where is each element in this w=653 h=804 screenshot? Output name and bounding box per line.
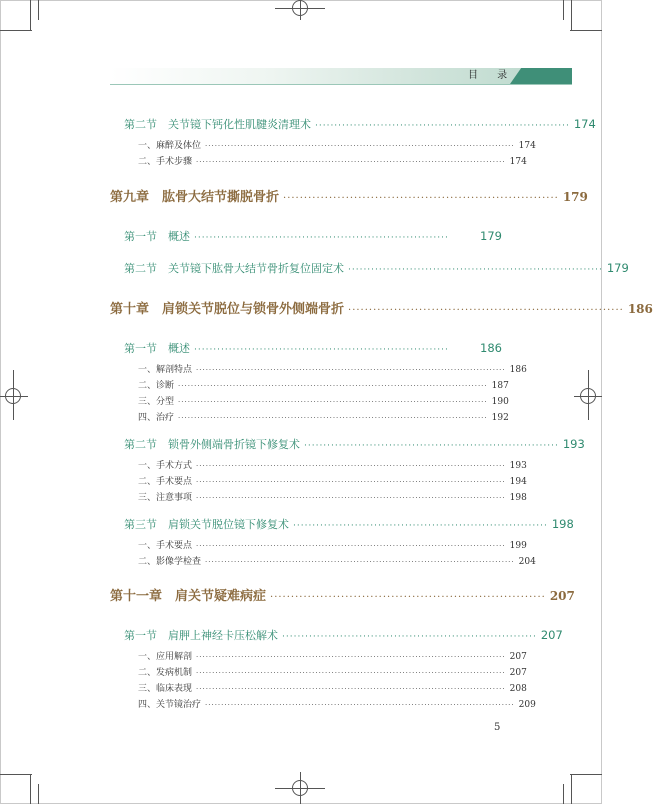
toc-page: 207: [549, 589, 575, 603]
toc-leader: ································································································: [196, 685, 506, 693]
toc-page: 204: [518, 557, 536, 567]
toc-leader: ··································································: [194, 233, 449, 243]
toc-subsection[interactable]: [0, 138, 602, 151]
toc-page: 207: [509, 652, 527, 662]
toc-page: 198: [509, 493, 527, 503]
toc-leader: ··································································: [293, 521, 548, 531]
toc-leader: ································································································: [196, 669, 506, 677]
toc-label: 一、应用解剖: [138, 652, 193, 662]
toc-label: 第二节 锁骨外侧端骨折镜下修复术: [124, 438, 300, 451]
toc-leader: ································································································: [196, 462, 506, 470]
toc-label: 二、诊断: [138, 381, 175, 391]
toc-label: 第九章 肱骨大结节撕脱骨折: [110, 190, 280, 205]
toc-label: 第二节 关节镜下钙化性肌腱炎清理术: [124, 118, 311, 131]
toc-leader: ································································································: [196, 158, 506, 166]
toc-label: 二、影像学检查: [138, 557, 202, 567]
toc-label: 二、手术要点: [138, 477, 193, 487]
toc-leader: ································································································: [178, 414, 488, 422]
toc-label: 二、发病机制: [138, 668, 193, 678]
toc-leader: ································································································: [178, 382, 488, 390]
toc-page: 209: [518, 700, 536, 710]
toc-leader: ··································································: [282, 632, 537, 642]
toc-page: 192: [491, 413, 509, 423]
toc-leader: ································································································: [178, 398, 488, 406]
toc-page: 186: [509, 365, 527, 375]
running-header-title: 目 录: [468, 70, 516, 81]
toc-leader: ··································································: [270, 592, 546, 603]
toc-chapter[interactable]: [0, 186, 602, 205]
toc-subsection[interactable]: [0, 554, 602, 567]
toc-section[interactable]: [0, 627, 602, 643]
toc-label: 第三节 肩锁关节脱位镜下修复术: [124, 518, 289, 531]
toc-section[interactable]: [0, 516, 602, 532]
toc-label: 第一节 概述: [124, 342, 190, 355]
toc-page: 190: [491, 397, 509, 407]
toc-page: 174: [518, 141, 536, 151]
toc-page: 199: [509, 541, 527, 551]
toc-label: 四、治疗: [138, 413, 175, 423]
toc-label: 三、临床表现: [138, 684, 193, 694]
toc-page: 179: [606, 261, 629, 275]
toc-subsection[interactable]: [0, 362, 602, 375]
toc-page: 194: [509, 477, 527, 487]
toc-subsection[interactable]: [0, 154, 602, 167]
toc-leader: ································································································: [196, 366, 506, 374]
page-number: 5: [494, 722, 501, 733]
toc-leader: ··································································: [348, 265, 603, 275]
toc-label: 一、麻醉及体位: [138, 141, 202, 151]
toc-subsection[interactable]: [0, 378, 602, 391]
toc-subsection[interactable]: [0, 665, 602, 678]
toc-leader: ··································································: [194, 345, 449, 355]
toc-page: 174: [573, 117, 596, 131]
toc-page: 208: [509, 684, 527, 694]
running-header-rule: [110, 84, 572, 85]
toc-section[interactable]: [0, 260, 629, 276]
toc-leader: ································································································: [196, 542, 506, 550]
toc-subsection[interactable]: [0, 410, 602, 423]
toc-page: 198: [551, 517, 574, 531]
toc-page: 186: [627, 302, 653, 316]
toc-subsection[interactable]: [0, 474, 602, 487]
toc-leader: ································································································: [196, 653, 506, 661]
toc-label: 二、手术步骤: [138, 157, 193, 167]
toc-subsection[interactable]: [0, 681, 602, 694]
toc-page: 179: [480, 229, 502, 243]
toc-section[interactable]: [0, 116, 602, 132]
toc-leader: ································································································: [205, 142, 515, 150]
toc-label: 第二节 关节镜下肱骨大结节骨折复位固定术: [124, 262, 344, 275]
toc-label: 三、分型: [138, 397, 175, 407]
toc-subsection[interactable]: [0, 697, 602, 710]
toc-page: 179: [562, 190, 588, 204]
toc-leader: ··································································: [304, 441, 559, 451]
toc-leader: ································································································: [196, 478, 506, 486]
toc-label: 一、手术方式: [138, 461, 193, 471]
toc-subsection[interactable]: [0, 458, 602, 471]
toc-subsection[interactable]: [0, 538, 602, 551]
toc-section[interactable]: [0, 340, 602, 356]
toc-label: 第一节 概述: [124, 230, 190, 243]
toc-label: 一、解剖特点: [138, 365, 193, 375]
toc-chapter[interactable]: [0, 298, 653, 317]
toc-page: 207: [540, 628, 563, 642]
toc-section[interactable]: [0, 436, 602, 452]
toc-leader: ································································································: [205, 701, 515, 709]
toc-page: 186: [480, 341, 502, 355]
toc-subsection[interactable]: [0, 394, 602, 407]
toc-page: 193: [509, 461, 527, 471]
toc-label: 四、关节镜治疗: [138, 700, 202, 710]
toc-page: 187: [491, 381, 509, 391]
toc-label: 第十章 肩锁关节脱位与锁骨外侧端骨折: [110, 302, 345, 317]
toc-leader: ································································································: [196, 494, 506, 502]
toc-leader: ··································································: [348, 305, 624, 316]
toc-label: 一、手术要点: [138, 541, 193, 551]
toc-subsection[interactable]: [0, 649, 602, 662]
toc-leader: ··································································: [315, 121, 570, 131]
toc-page: 193: [562, 437, 585, 451]
toc-label: 三、注意事项: [138, 493, 193, 503]
toc-page: 207: [509, 668, 527, 678]
toc-leader: ································································································: [205, 558, 515, 566]
toc-chapter[interactable]: [0, 585, 602, 604]
toc-leader: ··································································: [283, 193, 559, 204]
toc-section[interactable]: [0, 228, 602, 244]
toc-subsection[interactable]: [0, 490, 602, 503]
toc-label: 第一节 肩胛上神经卡压松解术: [124, 629, 278, 642]
toc-page: 174: [509, 157, 527, 167]
toc-label: 第十一章 肩关节疑难病症: [110, 589, 267, 604]
